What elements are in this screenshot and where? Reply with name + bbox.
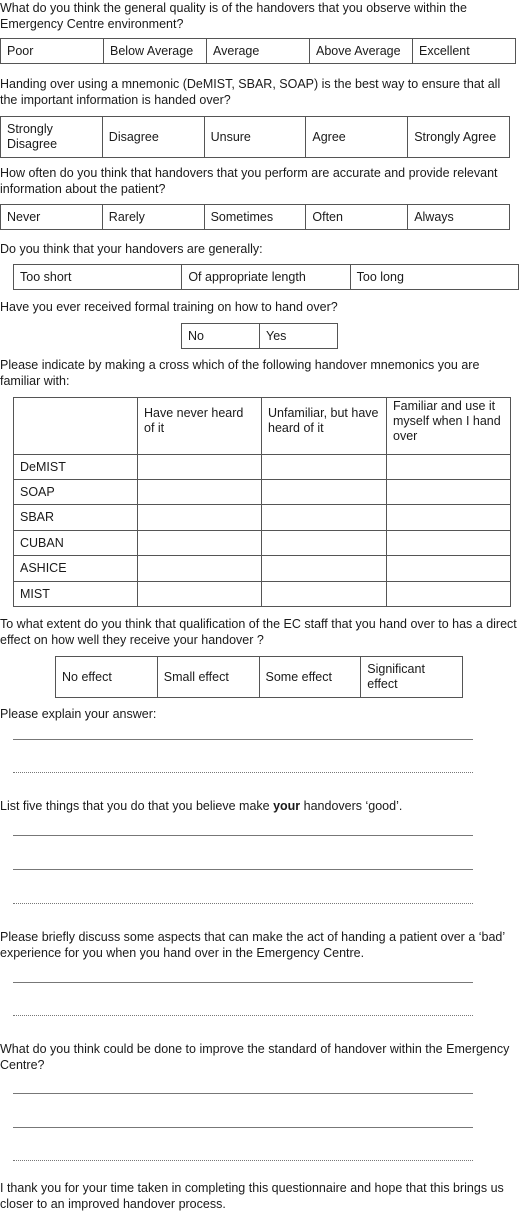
cell-ashice-unfamiliar[interactable]	[262, 556, 387, 582]
row-label-demist: DeMIST	[14, 455, 138, 480]
cell-cuban-never[interactable]	[138, 531, 262, 556]
cell-ashice-familiar[interactable]	[387, 556, 511, 582]
question-formal-training: Have you ever received formal training on how to hand over?	[0, 300, 338, 314]
training-options	[181, 323, 338, 349]
option-no[interactable]: No	[182, 324, 260, 349]
length-options	[13, 264, 519, 290]
option-no-effect[interactable]: No effect	[56, 657, 158, 698]
column-never-heard: Have never heard of it	[138, 398, 262, 455]
answer-line-good-2[interactable]	[13, 869, 473, 870]
option-rarely[interactable]: Rarely	[102, 205, 204, 230]
good-handovers-text-start: List five things that you do that you believe make	[0, 799, 274, 813]
column-familiar-use: Familiar and use it myself when I hand over	[387, 398, 511, 455]
option-always[interactable]: Always	[408, 205, 510, 230]
question-staff-qualification: To what extent do you think that qualification of the EC staff that you hand over to has a direct effect on how well they receive your handover ?	[0, 617, 517, 647]
grid-corner-cell	[14, 398, 138, 455]
option-above-average[interactable]: Above Average	[310, 39, 413, 64]
answer-line-good-1[interactable]	[13, 835, 473, 836]
question-handover-accuracy: How often do you think that handovers that you perform are accurate and provide relevant information about the patient?	[0, 166, 498, 196]
quality-rating-options	[0, 38, 516, 64]
option-often[interactable]: Often	[306, 205, 408, 230]
answer-line-explain-2[interactable]	[13, 772, 473, 773]
cell-soap-familiar[interactable]	[387, 480, 511, 505]
option-excellent[interactable]: Excellent	[413, 39, 516, 64]
cell-cuban-familiar[interactable]	[387, 531, 511, 556]
option-significant-effect[interactable]: Significant effect	[361, 657, 463, 698]
column-unfamiliar-heard: Unfamiliar, but have heard of it	[262, 398, 387, 455]
answer-line-improve-3[interactable]	[13, 1160, 473, 1161]
question-explain-answer: Please explain your answer:	[0, 707, 157, 721]
option-small-effect[interactable]: Small effect	[157, 657, 259, 698]
row-label-ashice: ASHICE	[14, 556, 138, 582]
answer-line-bad-1[interactable]	[13, 982, 473, 983]
row-label-cuban: CUBAN	[14, 531, 138, 556]
option-average[interactable]: Average	[207, 39, 310, 64]
row-label-mist: MIST	[14, 582, 138, 607]
closing-thanks: I thank you for your time taken in completing this questionnaire and hope that this brings us closer to an improved handover process.	[0, 1181, 504, 1211]
question-general-quality: What do you think the general quality is of the handovers that you observe within the Emergency Centre environment?	[0, 1, 467, 31]
option-agree[interactable]: Agree	[306, 117, 408, 158]
cell-mist-familiar[interactable]	[387, 582, 511, 607]
agreement-options	[0, 116, 510, 158]
good-handovers-emphasis: your	[273, 799, 301, 813]
question-good-handovers	[0, 798, 518, 814]
answer-line-good-3[interactable]	[13, 903, 473, 904]
answer-line-improve-2[interactable]	[13, 1127, 473, 1128]
good-handovers-text-end: handovers ‘good’.	[300, 799, 403, 813]
cell-cuban-unfamiliar[interactable]	[262, 531, 387, 556]
option-appropriate-length[interactable]: Of appropriate length	[182, 265, 350, 290]
effect-options	[55, 656, 463, 698]
cell-soap-unfamiliar[interactable]	[262, 480, 387, 505]
cell-sbar-familiar[interactable]	[387, 505, 511, 531]
question-mnemonic-familiarity: Please indicate by making a cross which of the following handover mnemonics you are familiar with:	[0, 358, 480, 388]
answer-line-bad-2[interactable]	[13, 1015, 473, 1016]
option-strongly-agree[interactable]: Strongly Agree	[408, 117, 510, 158]
cell-mist-never[interactable]	[138, 582, 262, 607]
option-too-long[interactable]: Too long	[350, 265, 518, 290]
mnemonic-familiarity-grid	[13, 397, 511, 607]
question-bad-experience: Please briefly discuss some aspects that can make the act of handing a patient over a ‘bad’ experience for you when you hand over in the Emergency Centre.	[0, 930, 505, 960]
option-disagree[interactable]: Disagree	[102, 117, 204, 158]
answer-line-improve-1[interactable]	[13, 1093, 473, 1094]
option-yes[interactable]: Yes	[260, 324, 338, 349]
option-strongly-disagree[interactable]: Strongly Disagree	[1, 117, 103, 158]
question-improve-standard: What do you think could be done to improve the standard of handover within the Emergency Centre?	[0, 1042, 510, 1072]
option-poor[interactable]: Poor	[1, 39, 104, 64]
row-label-sbar: SBAR	[14, 505, 138, 531]
cell-demist-never[interactable]	[138, 455, 262, 480]
cell-mist-unfamiliar[interactable]	[262, 582, 387, 607]
question-mnemonic-best-way: Handing over using a mnemonic (DeMIST, SBAR, SOAP) is the best way to ensure that all the important information is handed over?	[0, 77, 501, 107]
cell-sbar-unfamiliar[interactable]	[262, 505, 387, 531]
frequency-options	[0, 204, 510, 230]
option-below-average[interactable]: Below Average	[104, 39, 207, 64]
option-some-effect[interactable]: Some effect	[259, 657, 361, 698]
option-too-short[interactable]: Too short	[14, 265, 182, 290]
cell-demist-familiar[interactable]	[387, 455, 511, 480]
row-label-soap: SOAP	[14, 480, 138, 505]
option-sometimes[interactable]: Sometimes	[204, 205, 306, 230]
answer-line-explain-1[interactable]	[13, 739, 473, 740]
cell-soap-never[interactable]	[138, 480, 262, 505]
cell-sbar-never[interactable]	[138, 505, 262, 531]
cell-demist-unfamiliar[interactable]	[262, 455, 387, 480]
cell-ashice-never[interactable]	[138, 556, 262, 582]
option-unsure[interactable]: Unsure	[204, 117, 306, 158]
question-handover-length: Do you think that your handovers are generally:	[0, 242, 263, 256]
option-never[interactable]: Never	[1, 205, 103, 230]
